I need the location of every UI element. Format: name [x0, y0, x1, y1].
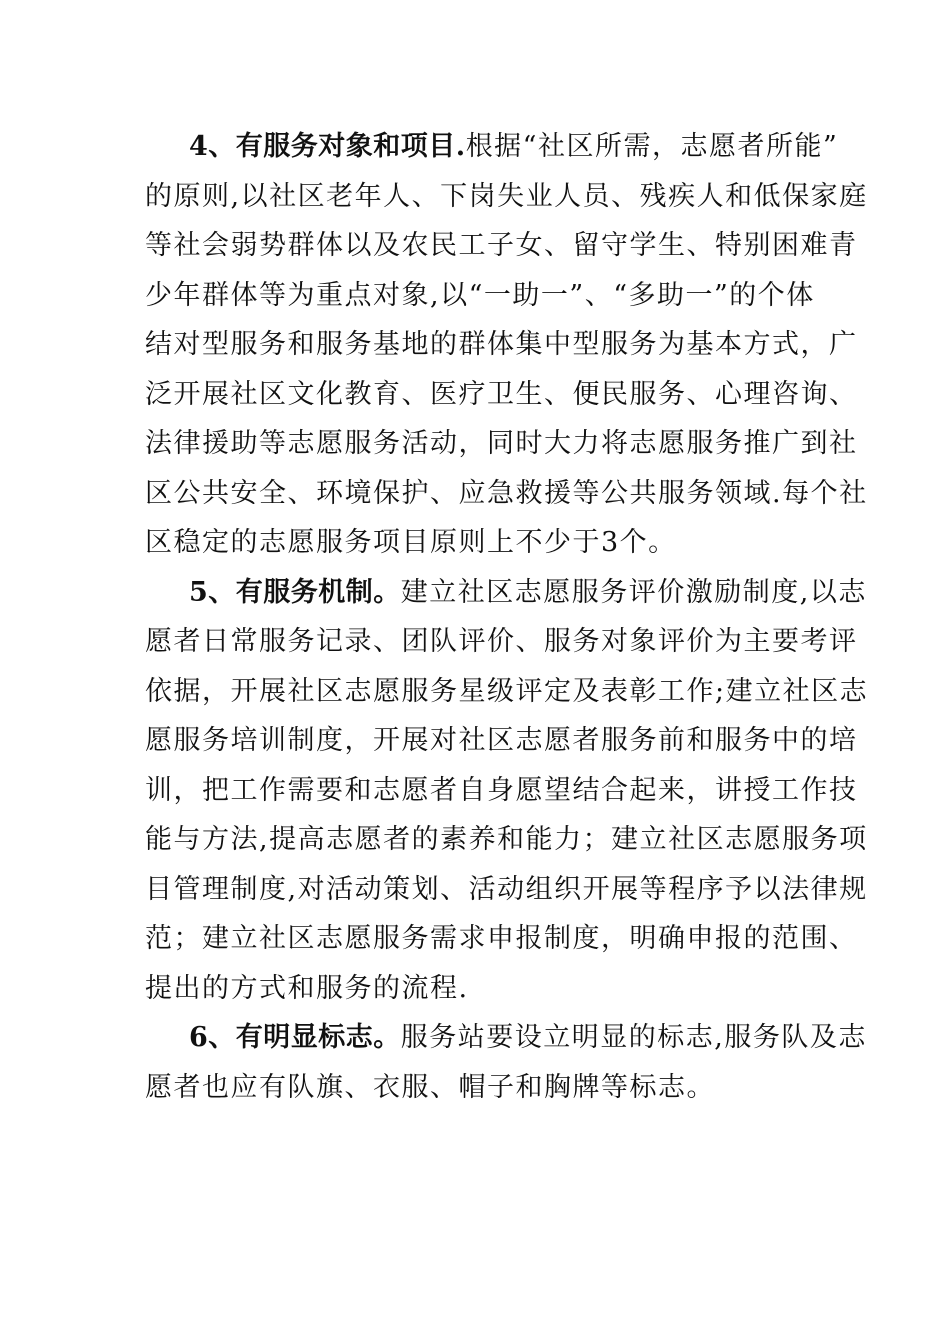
paragraph-text: 服务站要设立明显的标志,服务队及志 [400, 1022, 867, 1053]
paragraph-text: 建立社区志愿服务评价激励制度,以志 [400, 576, 867, 608]
paragraph-service-mechanism [145, 568, 869, 1014]
paragraph-heading: 5、有服务机制。 [189, 576, 401, 608]
paragraph-line: 区公共安全、环境保护、应急救援等公共服务领域.每个社 [145, 477, 868, 509]
paragraph-line [145, 1013, 867, 1063]
paragraph-heading: 6、有明显标志。 [189, 1022, 401, 1053]
paragraph-line: 依据，开展社区志愿服务星级评定及表彰工作;建立社区志 [145, 675, 869, 707]
paragraph-line: 愿者也应有队旗、衣服、帽子和胸牌等标志。 [145, 1071, 715, 1103]
paragraph-line: 能与方法,提高志愿者的素养和能力；建立社区志愿服务项 [145, 824, 868, 855]
document-body [145, 122, 869, 1112]
paragraph-line: 等社会弱势群体以及农民工子女、留守学生、特别困难青 [145, 230, 858, 261]
paragraph-line: 的原则,以社区老年人、下岗失业人员、残疾人和低保家庭 [145, 180, 868, 212]
paragraph-line: 区稳定的志愿服务项目原则上不少于3个。 [145, 527, 677, 558]
paragraph-line: 少年群体等为重点对象,以“一助一”、“多助一”的个体 [145, 279, 815, 311]
paragraph-line: 提出的方式和服务的流程. [145, 972, 469, 1004]
paragraph-line: 愿者日常服务记录、团队评价、服务对象评价为主要考评 [145, 626, 858, 657]
paragraph-text: 根据“社区所需，志愿者所能” [465, 131, 839, 162]
paragraph-service-targets [145, 122, 868, 568]
paragraph-line: 目管理制度,对活动策划、活动组织开展等程序予以法律规 [145, 873, 868, 905]
paragraph-visible-signs [145, 1013, 867, 1112]
paragraph-heading: 4、有服务对象和项目. [189, 131, 466, 162]
paragraph-line: 愿服务培训制度，开展对社区志愿者服务前和服务中的培 [145, 725, 858, 756]
paragraph-line: 结对型服务和服务基地的群体集中型服务为基本方式，广 [145, 329, 858, 360]
paragraph-line [145, 122, 839, 172]
paragraph-line: 训，把工作需要和志愿者自身愿望结合起来，讲授工作技 [145, 774, 858, 806]
paragraph-line [145, 568, 867, 618]
paragraph-line: 泛开展社区文化教育、医疗卫生、便民服务、心理咨询、 [145, 378, 858, 410]
paragraph-line: 法律援助等志愿服务活动，同时大力将志愿服务推广到社 [145, 428, 858, 459]
paragraph-line: 范；建立社区志愿服务需求申报制度，明确申报的范围、 [145, 923, 858, 954]
